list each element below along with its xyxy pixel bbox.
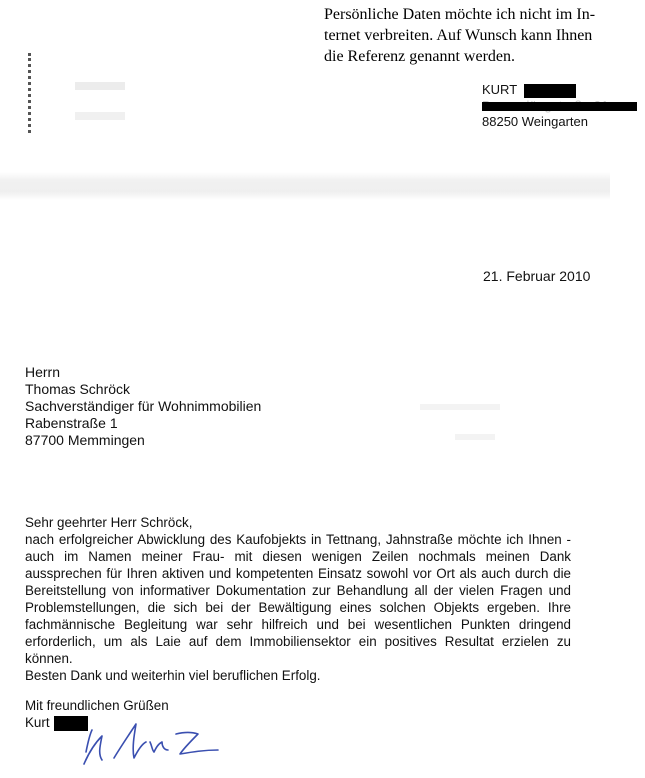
- recipient-street: Rabenstraße 1: [25, 415, 118, 431]
- recipient-city: 87700 Memmingen: [25, 432, 145, 448]
- letter-thanks: Besten Dank und weiterhin viel beruflichen Erfolg.: [25, 668, 321, 683]
- recipient-name: Thomas Schröck: [25, 381, 131, 397]
- sender-city: 88250 Weingarten: [482, 114, 589, 129]
- sender-name-row: [482, 82, 609, 98]
- faded-scan-artifact: [75, 112, 125, 120]
- faded-scan-artifact: [75, 82, 125, 90]
- redaction-bar: [524, 84, 576, 98]
- privacy-note-line-2: ternet verbreiten. Auf Wunsch kann Ihnen: [324, 27, 593, 44]
- sender-first-name: KURT: [482, 82, 517, 97]
- letter-salutation: Sehr geehrter Herr Schröck,: [25, 515, 193, 530]
- faded-scan-artifact: [420, 404, 500, 410]
- letter-body: [25, 514, 571, 684]
- privacy-note-line-1: Persönliche Daten möchte ich nicht im In-: [324, 6, 596, 23]
- recipient-address: [25, 364, 261, 449]
- closing-greeting: Mit freundlichen Grüßen: [25, 698, 169, 713]
- scan-fold-band: [0, 172, 610, 200]
- handwritten-signature: [80, 712, 250, 772]
- privacy-note-line-3: die Referenz genannt werden.: [324, 48, 516, 65]
- closing-name: Kurt: [25, 715, 50, 730]
- recipient-salutation-line: Herrn: [25, 364, 61, 380]
- faded-scan-artifact: [455, 434, 495, 440]
- redaction-bar: [482, 102, 637, 111]
- privacy-note: [324, 4, 639, 67]
- letter-paragraph: nach erfolgreicher Abwicklung des Kaufobjekts in Tettnang, Jahnstraße möchte ich Ihnen -auch im Namen meiner Frau- mit diesen wenigen Zeilen nochmals meinen Dank aussprechen für Ihren aktiven und kompetenten Einsatz sowohl vor Ort als auch durch die Bereitstellung von informativer Dokumentation zur Behandlung all der vielen Fragen und Problemstellungen, die sich bei der Bewältigung eines solchen Objekts ergeben. Ihre fachmännische Begleitung war sehr hilfreich und bei wesentlichen Punkten dringend erforderlich, um als Laie auf dem Immobiliensektor ein positives Resultat erzielen zu können.: [25, 532, 571, 666]
- punch-hole-marks: [28, 53, 35, 133]
- recipient-title: Sachverständiger für Wohnimmobilien: [25, 398, 262, 414]
- letter-date: 21. Februar 2010: [483, 268, 591, 284]
- sender-address: [482, 82, 609, 130]
- sender-street-row: [482, 98, 609, 114]
